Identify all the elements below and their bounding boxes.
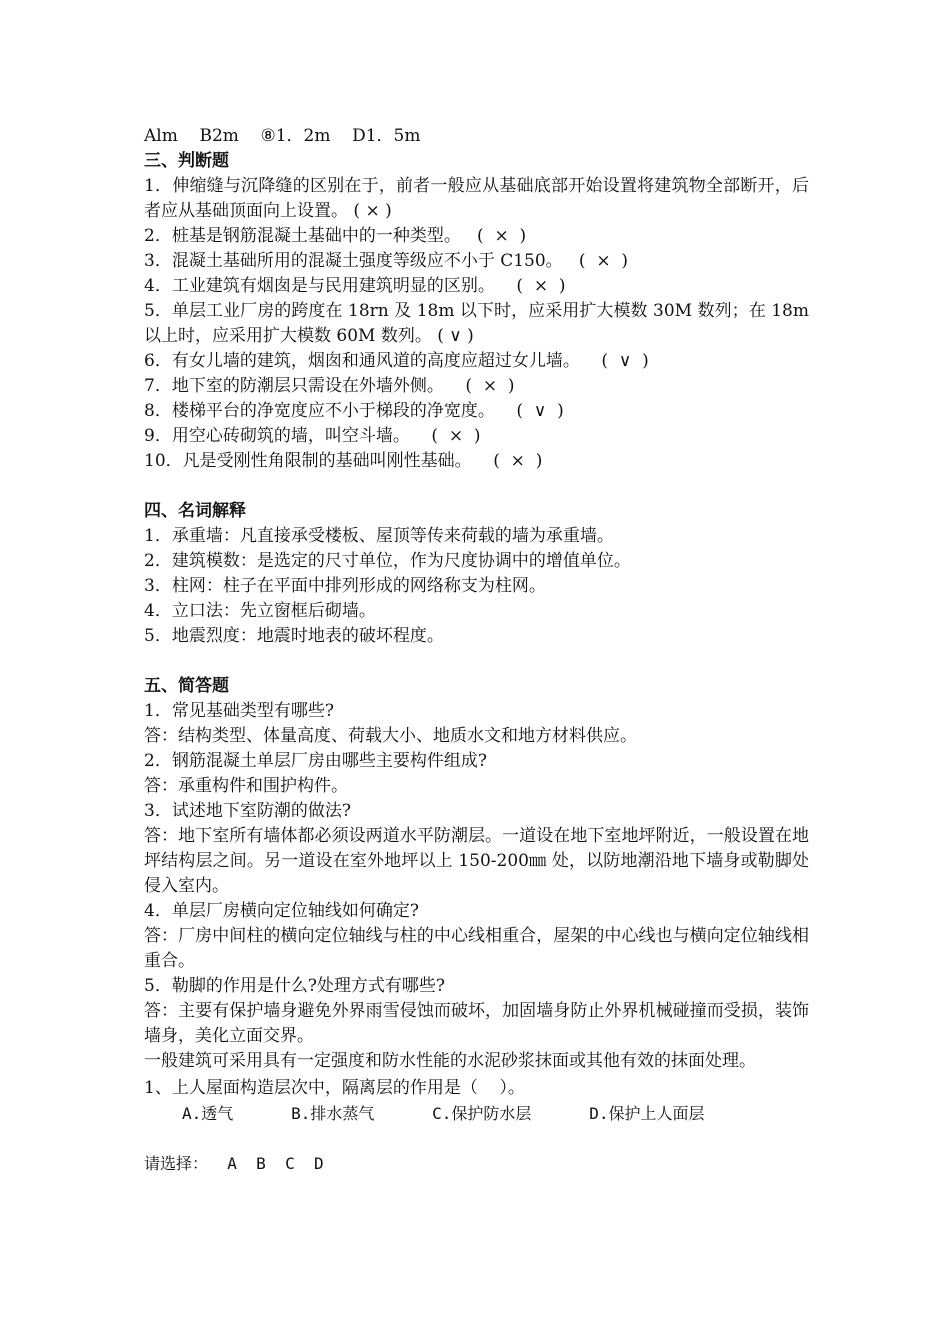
qa-answer: 答：主要有保护墙身避免外界雨雪侵蚀而破坏，加固墙身防止外界机械碰撞而受损，装饰墙身，美化立面交界。 [144,1001,809,1046]
mc-options: A.透气 B.排水蒸气 C.保护防水层 D.保护上人面层 [182,1104,705,1123]
qa-question: 2．钢筋混凝土单层厂房由哪些主要构件组成? [144,751,487,771]
qa-question: 3．试述地下室防潮的做法? [144,801,351,821]
judgement-item: 9．用空心砖砌筑的墙，叫空斗墙。 ( × ) [144,426,481,446]
qa-question: 5．勒脚的作用是什么?处理方式有哪些? [144,976,446,996]
term-item: 5．地震烈度：地震时地表的破坏程度。 [144,626,444,646]
judgement-item: 5．单层工业厂房的跨度在 18rn 及 18m 以下时，应采用扩大模数 30M 数列；在 18m 以上时，应采用扩大模数 60M 数列。 ( ∨ ) [144,301,809,346]
qa-question: 1．常见基础类型有哪些? [144,701,334,721]
judgement-item: 7．地下室的防潮层只需设在外墙外侧。 ( × ) [144,376,515,396]
spacer [144,1126,809,1151]
document-content [144,124,809,1176]
judgement-item: 3．混凝土基础所用的混凝土强度等级应不小于 C150。 ( × ) [144,251,629,271]
term-item: 2．建筑模数：是选定的尺寸单位，作为尺度协调中的增值单位。 [144,551,631,571]
qa-answer: 一般建筑可采用具有一定强度和防水性能的水泥砂浆抹面或其他有效的抹面处理。 [144,1051,756,1071]
qa-answer: 答：厂房中间柱的横向定位轴线与柱的中心线相重合，屋架的中心线也与横向定位轴线相重合。 [144,926,809,971]
judgement-item: 4．工业建筑有烟囱是与民用建筑明显的区别。 ( × ) [144,276,566,296]
term-item: 1．承重墙：凡直接承受楼板、屋顶等传来荷载的墙为承重墙。 [144,526,614,546]
spacer [144,474,809,499]
qa-question: 4．单层厂房横向定位轴线如何确定? [144,901,419,921]
section-title-judgement: 三、判断题 [144,151,229,171]
judgement-item: 6．有女儿墙的建筑，烟囱和通风道的高度应超过女儿墙。 ( ∨ ) [144,351,649,371]
judgement-item: 2．桩基是钢筋混凝土基础中的一种类型。 ( × ) [144,226,527,246]
judgement-item: 8．楼梯平台的净宽度应不小于梯段的净宽度。 ( ∨ ) [144,401,564,421]
judgement-item: 1．伸缩缝与沉降缝的区别在于，前者一般应从基础底部开始设置将建筑物全部断开，后者应从基础顶面向上设置。 ( × ) [144,176,809,221]
term-item: 3．柱网：柱子在平面中排列形成的网络称支为柱网。 [144,576,546,596]
qa-answer: 答：地下室所有墙体都必须设两道水平防潮层。一道设在地下室地坪附近，一般设置在地坪结构层之间。另一道设在室外地坪以上 150-200㎜ 处，以防地潮沿地下墙身或勒脚处侵入室内。 [144,826,809,896]
term-item: 4．立口法：先立窗框后砌墙。 [144,601,376,621]
qa-answer: 答：承重构件和围护构件。 [144,776,348,796]
section-title-terms: 四、名词解释 [144,501,246,521]
section-title-short-answer: 五、简答题 [144,676,229,696]
spacer [144,649,809,674]
qa-answer: 答：结构类型、体量高度、荷载大小、地质水文和地方材料供应。 [144,726,637,746]
choose-prompt: 请选择： A B C D [144,1154,324,1173]
mc-question: 1、上人屋面构造层次中，隔离层的作用是（ ）。 [144,1078,525,1098]
top-options: Alm B2m ⑧1．2m D1．5m [144,126,421,146]
judgement-item: 10．凡是受刚性角限制的基础叫刚性基础。 ( × ) [144,451,543,471]
